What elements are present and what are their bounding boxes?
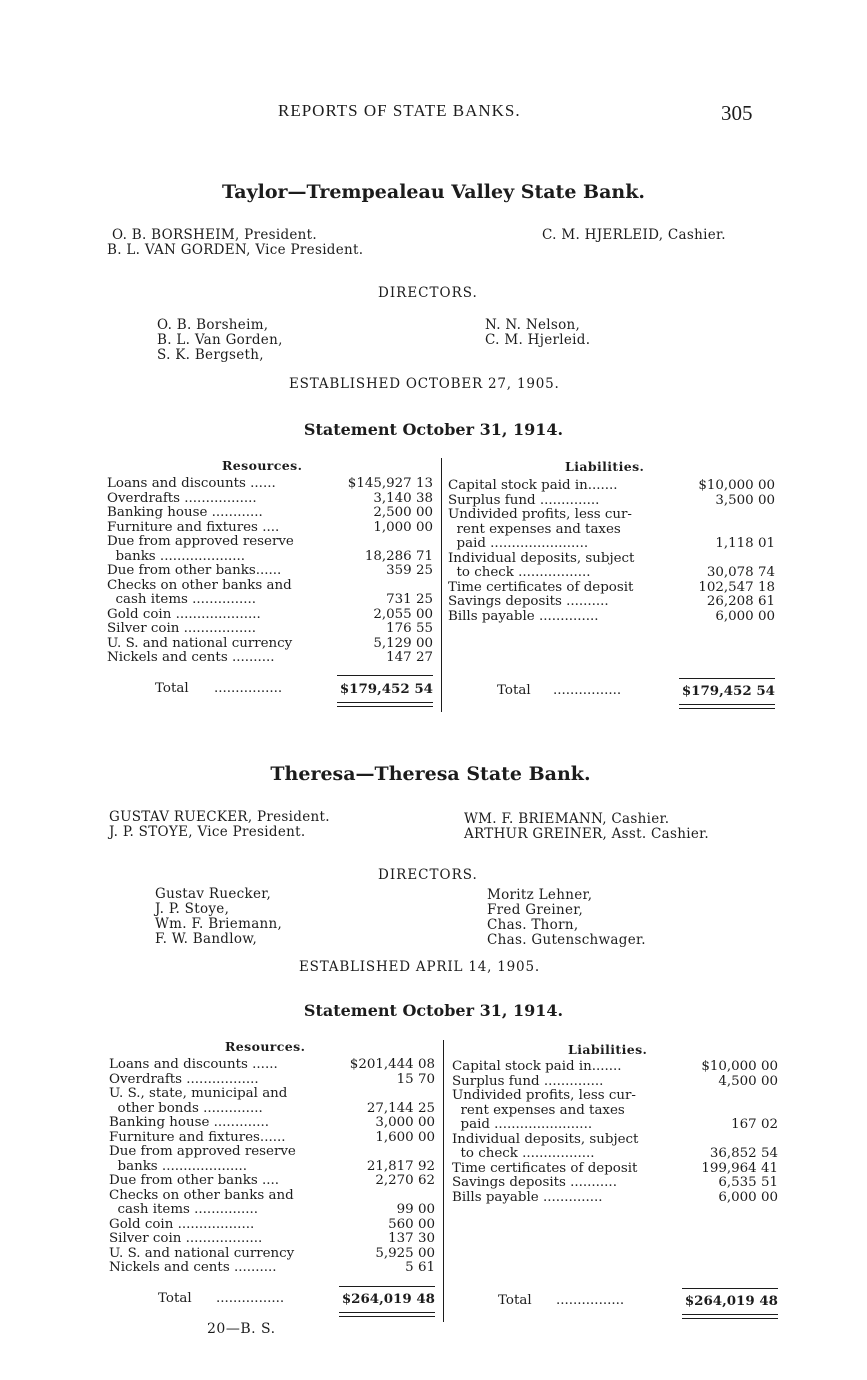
resource-amount: 21,817 92 (366, 1158, 435, 1174)
liability-label: to check ................. (452, 1146, 595, 1161)
resource-label: U. S., state, municipal and (109, 1086, 288, 1101)
officer-cashier: C. M. HJERLEID, Cashier. (542, 227, 726, 243)
director-name: Gustav Ruecker, (155, 886, 272, 902)
resource-label: cash items ............... (107, 592, 257, 607)
resource-amount: 147 27 (386, 650, 433, 665)
liability-amount: 102,547 18 (698, 579, 775, 595)
resource-label: Banking house ............ (107, 505, 263, 520)
liability-amount: 26,208 61 (706, 594, 775, 609)
resource-amount: 15 70 (396, 1071, 435, 1087)
liability-label: Savings deposits .......... (448, 594, 609, 609)
resource-label: Due from other banks...... (107, 563, 282, 578)
resource-amount: 731 25 (386, 592, 433, 607)
resource-amount: 5 61 (405, 1260, 435, 1275)
directors-heading: DIRECTORS. (378, 285, 478, 301)
double-rule (339, 1312, 435, 1313)
officer-cashier: WM. F. BRIEMANN, Cashier. (464, 811, 670, 827)
resource-label: Furniture and fixtures...... (109, 1129, 286, 1145)
resource-amount: $201,444 08 (349, 1057, 435, 1072)
statement-heading: Statement October 31, 1914. (303, 420, 564, 439)
liability-label: Individual deposits, subject (448, 550, 635, 566)
liability-label: Surplus fund .............. (448, 492, 600, 508)
resource-label: Nickels and cents .......... (109, 1260, 277, 1275)
total-leader: ................ (216, 1291, 285, 1306)
liability-amount: 4,500 00 (718, 1073, 778, 1089)
column-divider (441, 458, 442, 712)
director-name: O. B. Borsheim, (157, 317, 269, 333)
resources-heading: Resources. (225, 1039, 306, 1054)
resource-amount: 359 25 (386, 563, 433, 578)
resource-label: Due from other banks .... (109, 1173, 280, 1188)
liability-amount: 30,078 74 (706, 565, 775, 580)
liability-label: Capital stock paid in....... (448, 478, 618, 493)
liabilities-heading: Liabilities. (565, 459, 645, 474)
footer-signature: 20—B. S. (207, 1321, 276, 1337)
resource-label: Overdrafts ................. (107, 490, 257, 506)
resource-amount: 137 30 (388, 1231, 435, 1246)
liability-label: rent expenses and taxes (448, 521, 621, 537)
total-leader: ................ (553, 683, 622, 698)
double-rule (337, 706, 433, 707)
resource-label: Loans and discounts ...... (107, 476, 276, 491)
liabilities-heading: Liabilities. (568, 1042, 648, 1057)
resource-amount: 176 55 (386, 621, 433, 636)
double-rule (682, 1314, 778, 1315)
resources-total: $264,019 48 (341, 1291, 435, 1307)
resource-label: Loans and discounts ...... (109, 1057, 278, 1072)
resource-label: U. S. and national currency (109, 1245, 295, 1261)
liability-label: paid ....................... (448, 536, 589, 551)
liability-label: to check ................. (448, 565, 591, 580)
resource-label: Silver coin ................. (107, 621, 256, 636)
liability-amount: 6,535 51 (718, 1175, 778, 1190)
resource-label: Due from approved reserve (107, 534, 294, 549)
total-rule (337, 675, 433, 676)
resource-amount: 1,000 00 (373, 519, 433, 535)
resource-amount: 2,270 62 (375, 1173, 435, 1188)
liability-label: Bills payable .............. (452, 1189, 603, 1205)
liability-label: Individual deposits, subject (452, 1131, 639, 1147)
liability-label: Capital stock paid in....... (452, 1059, 622, 1074)
liabilities-total: $264,019 48 (684, 1293, 778, 1309)
double-rule (679, 704, 775, 705)
total-leader: ................ (556, 1293, 625, 1308)
resource-amount: 3,140 38 (373, 490, 433, 506)
liability-label: Savings deposits ........... (452, 1175, 617, 1190)
resource-label: Gold coin .................... (107, 606, 261, 622)
liability-amount: 36,852 54 (709, 1146, 778, 1161)
director-name: Chas. Thorn, (487, 917, 579, 933)
liabilities-total: $179,452 54 (681, 683, 775, 699)
bank-title: Taylor—Trempealeau Valley State Bank. (221, 181, 645, 203)
liability-amount: 6,000 00 (718, 1189, 778, 1205)
total-leader: ................ (214, 681, 283, 696)
director-name: Fred Greiner, (487, 902, 584, 918)
liability-label: Undivided profits, less cur- (448, 507, 632, 522)
officer-vice-president: B. L. VAN GORDEN, Vice President. (107, 242, 364, 258)
director-name: N. N. Nelson, (485, 317, 581, 333)
director-name: J. P. Stoye, (155, 901, 230, 917)
resources-total: $179,452 54 (339, 681, 433, 697)
resource-amount: 5,925 00 (375, 1245, 435, 1261)
total-rule (339, 1286, 435, 1287)
total-label: Total (497, 683, 531, 698)
director-name: Moritz Lehner, (487, 887, 593, 903)
officer-asst-cashier: ARTHUR GREINER, Asst. Cashier. (464, 826, 710, 842)
total-label: Total (158, 1291, 192, 1306)
liability-amount: $10,000 00 (701, 1059, 778, 1074)
double-rule (679, 708, 775, 709)
directors-heading: DIRECTORS. (378, 867, 478, 883)
established-date: ESTABLISHED OCTOBER 27, 1905. (289, 376, 560, 392)
liability-amount: 1,118 01 (715, 536, 775, 551)
resource-label: cash items ............... (109, 1202, 259, 1217)
liability-label: Time certificates of deposit (452, 1160, 638, 1176)
director-name: Wm. F. Briemann, (155, 916, 283, 932)
resource-label: Checks on other banks and (107, 577, 292, 593)
double-rule (682, 1318, 778, 1319)
director-name: F. W. Bandlow, (155, 931, 258, 947)
double-rule (337, 702, 433, 703)
resource-label: other bonds .............. (109, 1100, 263, 1116)
resource-label: Due from approved reserve (109, 1144, 296, 1159)
resource-label: Checks on other banks and (109, 1187, 294, 1203)
resource-amount: 99 00 (396, 1202, 435, 1217)
resource-label: Furniture and fixtures .... (107, 519, 280, 535)
liability-label: Surplus fund .............. (452, 1073, 604, 1089)
director-name: B. L. Van Gorden, (157, 332, 283, 348)
resources-heading: Resources. (222, 458, 303, 473)
liability-label: rent expenses and taxes (452, 1102, 625, 1118)
director-name: Chas. Gutenschwager. (487, 932, 646, 948)
liability-amount: 167 02 (731, 1117, 778, 1132)
resource-amount: 560 00 (388, 1216, 435, 1232)
established-date: ESTABLISHED APRIL 14, 1905. (299, 959, 540, 975)
liability-label: Bills payable .............. (448, 608, 599, 624)
resource-amount: $145,927 13 (347, 476, 433, 491)
resource-label: banks .................... (107, 548, 246, 564)
total-label: Total (498, 1293, 532, 1308)
director-name: C. M. Hjerleid. (485, 332, 591, 348)
resource-label: Overdrafts ................. (109, 1071, 259, 1087)
director-name: S. K. Bergseth, (157, 347, 264, 363)
liability-amount: 6,000 00 (715, 608, 775, 624)
resource-label: Nickels and cents .......... (107, 650, 275, 665)
resource-amount: 5,129 00 (373, 635, 433, 651)
resource-label: U. S. and national currency (107, 635, 293, 651)
statement-heading: Statement October 31, 1914. (303, 1001, 564, 1020)
resource-label: Silver coin .................. (109, 1231, 263, 1246)
resource-amount: 2,055 00 (373, 606, 433, 622)
total-rule (682, 1288, 778, 1289)
page-number: 305 (721, 101, 753, 125)
column-divider (443, 1040, 444, 1322)
resource-label: Gold coin .................. (109, 1216, 255, 1232)
liability-label: paid ....................... (452, 1117, 593, 1132)
double-rule (339, 1316, 435, 1317)
resource-amount: 18,286 71 (364, 548, 433, 564)
bank-title: Theresa—Theresa State Bank. (270, 763, 591, 785)
officer-president: GUSTAV RUECKER, President. (109, 809, 330, 825)
resource-amount: 1,600 00 (375, 1129, 435, 1145)
officer-president: O. B. BORSHEIM, President. (112, 227, 317, 243)
liability-amount: 3,500 00 (715, 492, 775, 508)
total-rule (679, 678, 775, 679)
running-head: REPORTS OF STATE BANKS. (278, 101, 521, 120)
total-label: Total (155, 681, 189, 696)
resource-amount: 3,000 00 (375, 1115, 435, 1130)
officer-vice-president: J. P. STOYE, Vice President. (109, 824, 306, 840)
liability-label: Time certificates of deposit (448, 579, 634, 595)
resource-label: banks .................... (109, 1158, 248, 1174)
resource-amount: 27,144 25 (366, 1100, 435, 1116)
liability-amount: 199,964 41 (701, 1160, 778, 1176)
resource-amount: 2,500 00 (373, 505, 433, 520)
liability-amount: $10,000 00 (698, 478, 775, 493)
liability-label: Undivided profits, less cur- (452, 1088, 636, 1103)
resource-label: Banking house ............. (109, 1115, 269, 1130)
